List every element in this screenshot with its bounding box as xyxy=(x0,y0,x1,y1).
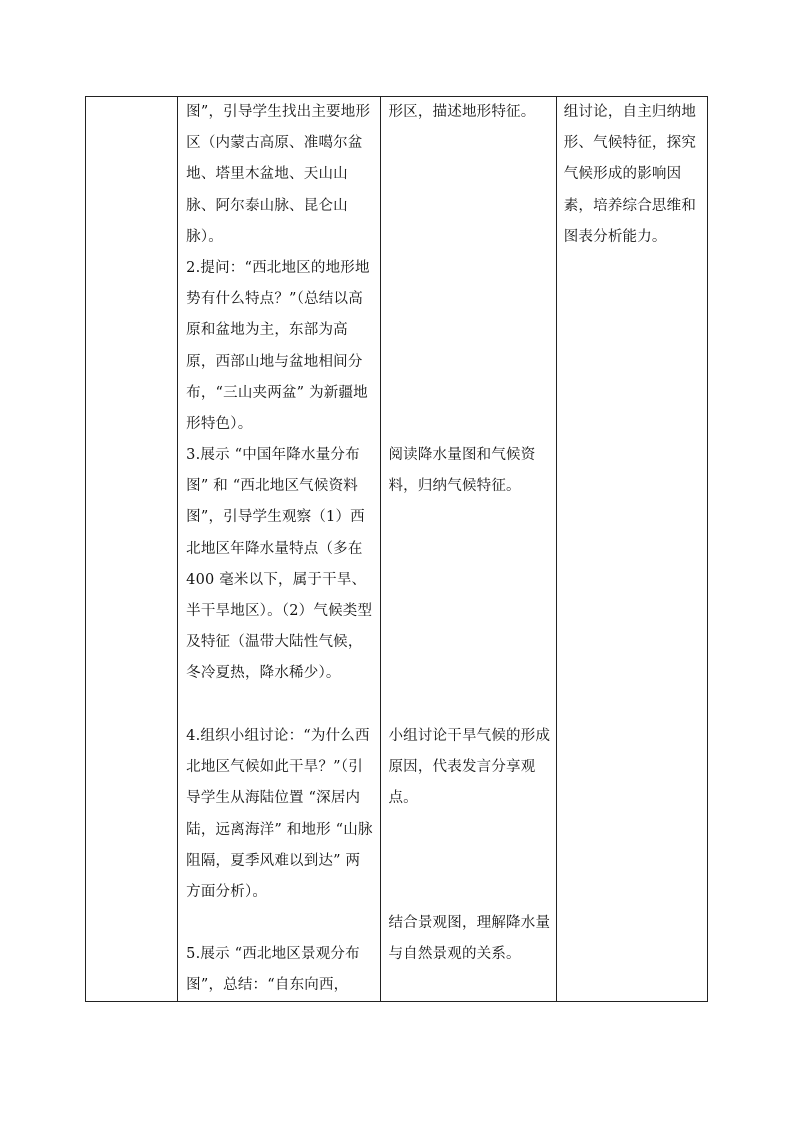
student-activity-paragraph: 小组讨论干旱气候的形成原因，代表发言分享观点。 xyxy=(388,728,551,807)
teacher-activity-paragraph: 4.组织小组讨论：“为什么西北地区气候如此干旱？”（引导学生从海陆位置 “深居内陆，远离海洋” 和地形 “山脉阻隔，夏季风难以到达” 两方面分析）。 xyxy=(186,728,373,901)
student-activity-paragraph: 形区，描述地形特征。 xyxy=(388,104,536,120)
design-intent-paragraph: 组讨论，自主归纳地形、气候特征，探究气候形成的影响因素，培养综合思维和图表分析能力。 xyxy=(563,104,697,245)
teacher-activity-paragraph: 2.提问：“西北地区的地形地势有什么特点？”（总结以高原和盆地为主，东部为高原，西部山地与盆地相间分布，“三山夹两盆” 为新疆地形特色）。 xyxy=(186,260,370,433)
teacher-activity-paragraph: 图”，引导学生找出主要地形区（内蒙古高原、准噶尔盆地、塔里木盆地、天山山脉、阿尔泰山脉、昆仑山脉）。 xyxy=(186,104,371,245)
teacher-activity-paragraph: 5.展示 “西北地区景观分布图”，总结：“自东向西， xyxy=(186,946,360,994)
lesson-plan-table xyxy=(85,96,708,1002)
student-activity-paragraph: 结合景观图，理解降水量与自然景观的关系。 xyxy=(388,915,551,963)
teacher-activity-cell xyxy=(178,97,381,1002)
student-activity-cell xyxy=(381,97,556,1002)
table-row xyxy=(86,97,708,1002)
student-activity-paragraph: 阅读降水量图和气候资料，归纳气候特征。 xyxy=(388,447,536,495)
design-intent-cell xyxy=(556,97,707,1002)
teacher-activity-paragraph: 3.展示 “中国年降水量分布图” 和 “西北地区气候资料图”，引导学生观察（1）西北地区年降水量特点（多在 400 毫米以下，属于干旱、半干旱地区）。（2）气候类型及特征（温带大陆性气候，冬冷夏热，降水稀少）。 xyxy=(186,447,373,682)
stage-cell xyxy=(86,97,178,1002)
